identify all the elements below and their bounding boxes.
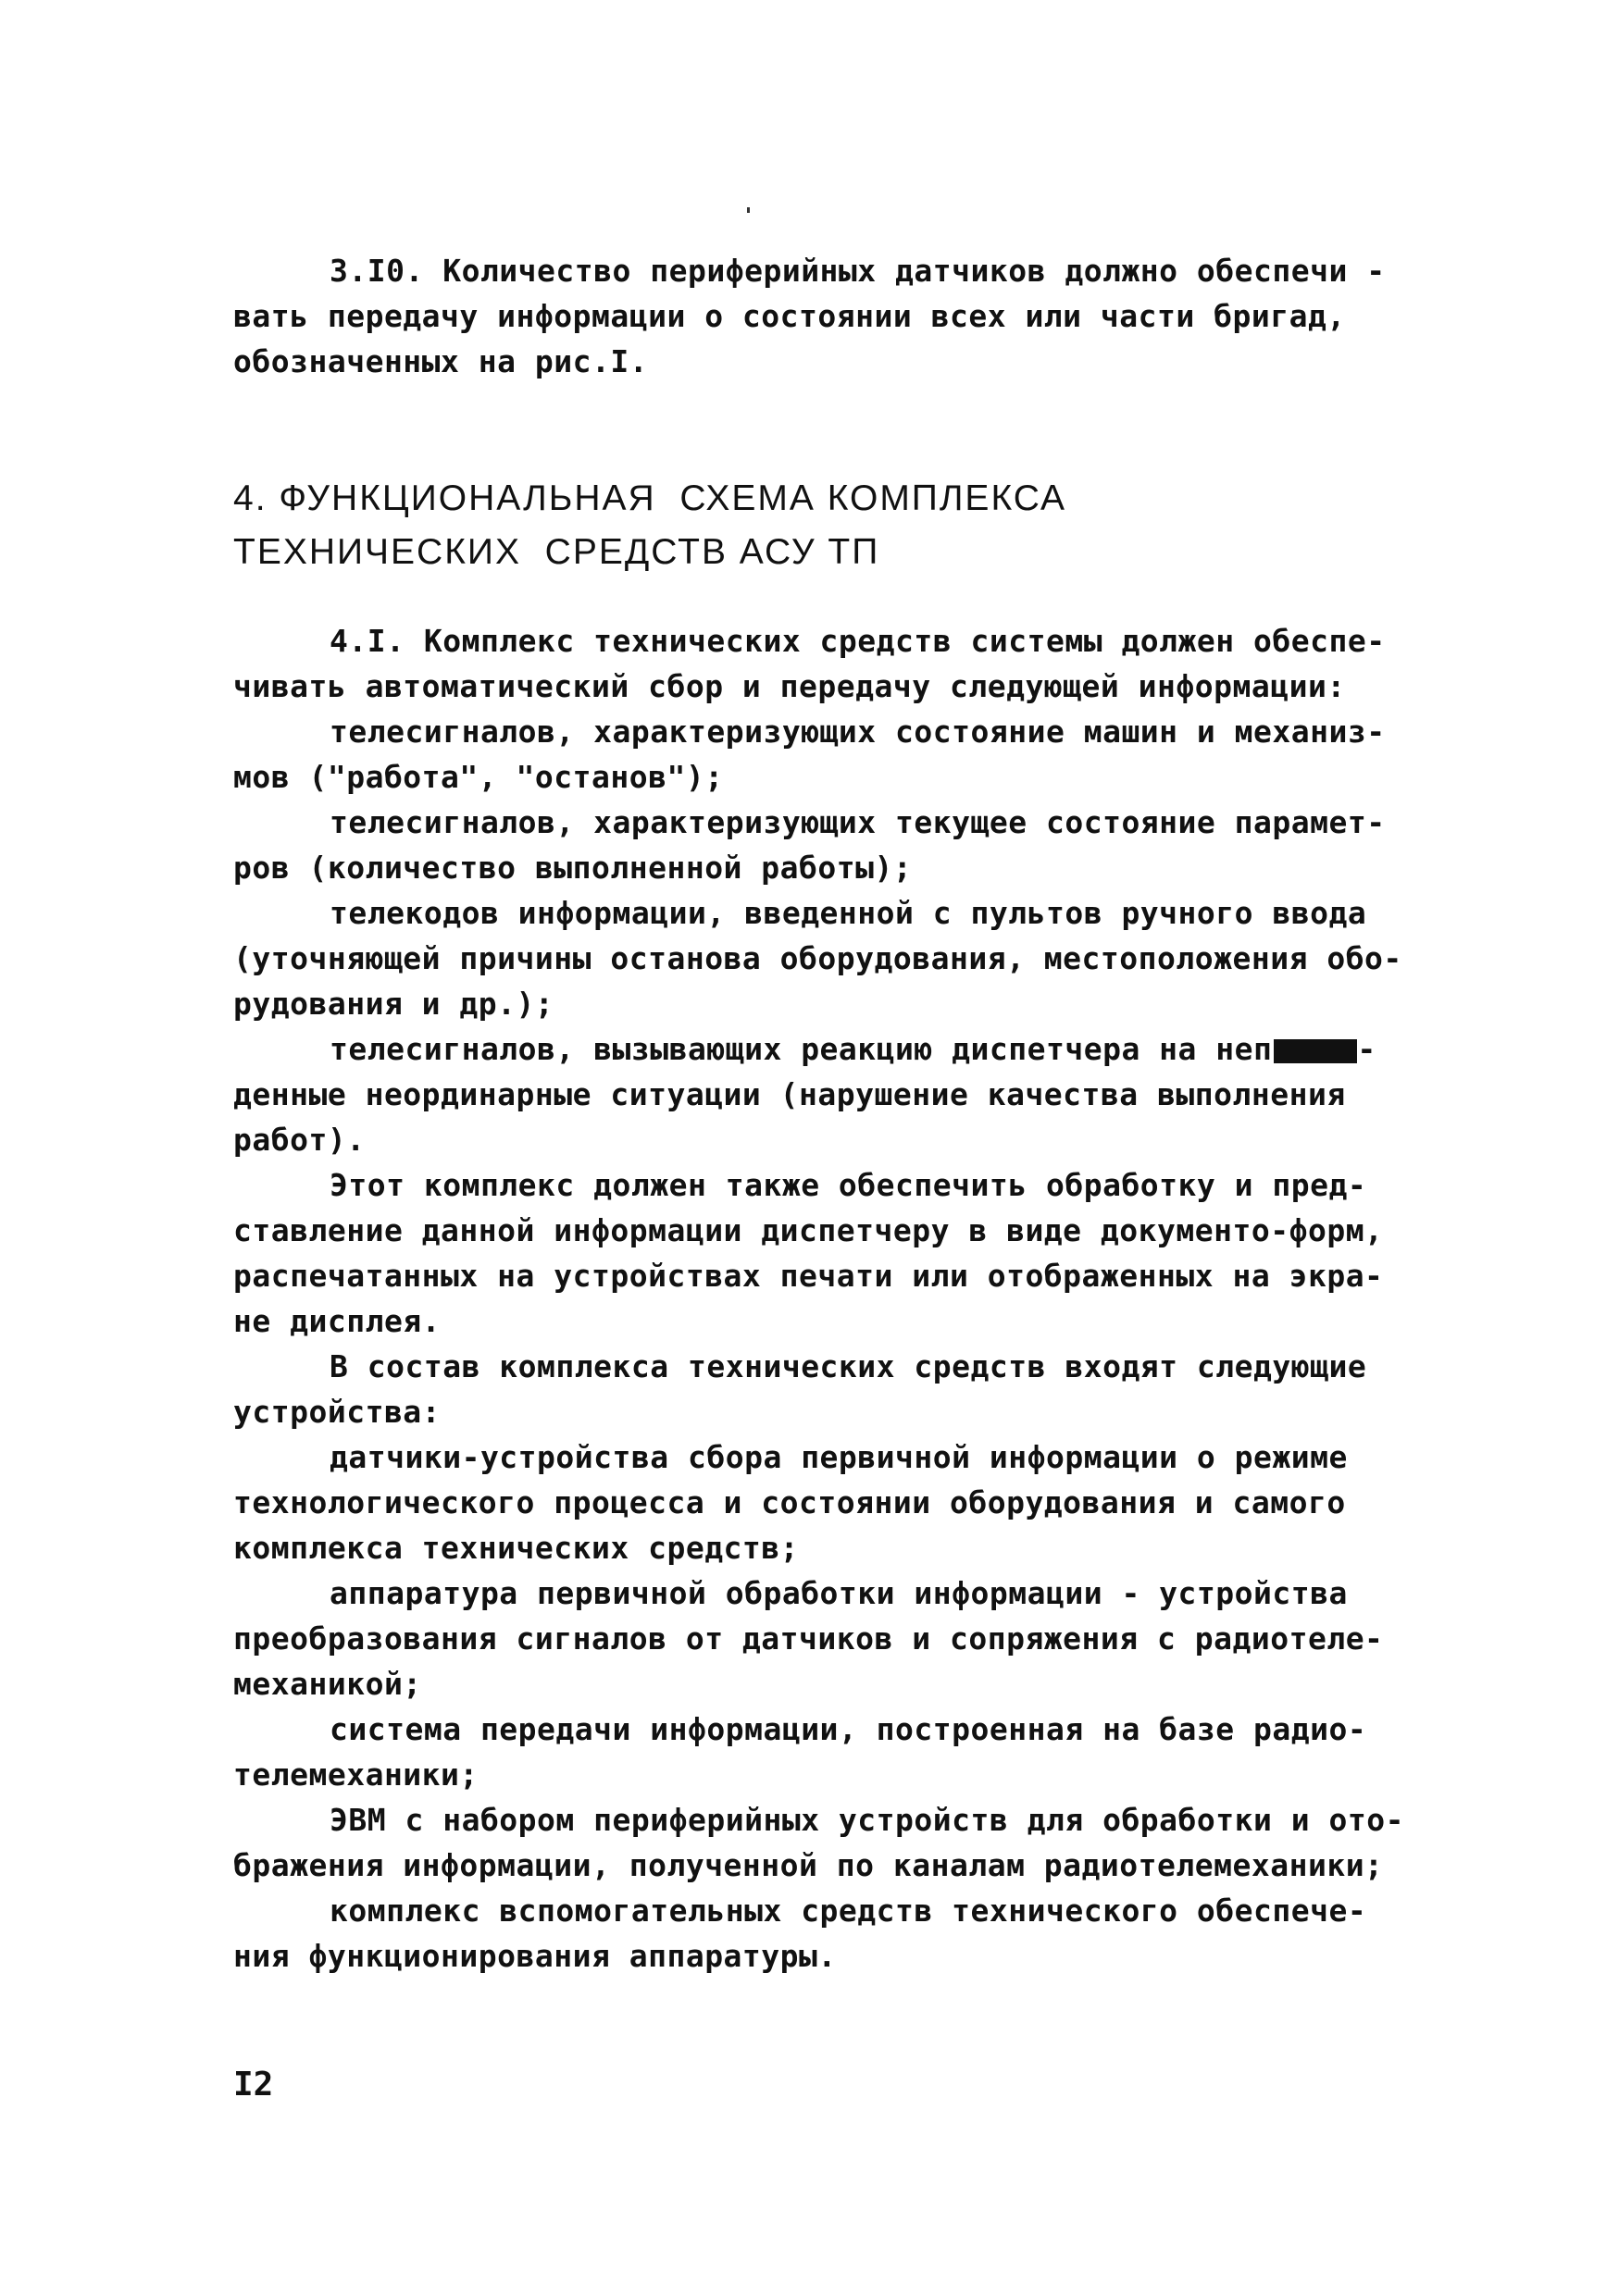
text-line-content: распечатанных на устройствах печати или отображенных на экра- <box>233 1258 1384 1294</box>
text-line-content: комплекс вспомогательных средств технического обеспече- <box>330 1893 1367 1929</box>
text-line-tail: - <box>1357 1031 1376 1067</box>
text-line-content: технологического процесса и состоянии оборудования и самого <box>233 1484 1346 1520</box>
text-line <box>233 1570 1400 1616</box>
text-line-content: механикой; <box>233 1666 422 1702</box>
text-line-content: ров (количество выполненной работы); <box>233 850 913 886</box>
text-line <box>233 1843 1400 1888</box>
text-line-content: телесигналов, характеризующих состояние машин и механиз- <box>330 714 1386 750</box>
heading-line-1: 4. ФУНКЦИОНАЛЬНАЯ СХЕМА КОМПЛЕКСА <box>233 478 1067 518</box>
text-line-content: работ). <box>233 1122 366 1158</box>
text-line <box>233 981 1400 1026</box>
text-line: 3.I0. Количество периферийных датчиков должно обеспечи - <box>330 253 1386 289</box>
text-line <box>233 1117 1400 1162</box>
text-line-content: 4.I. Комплекс технических средств системы должен обеспе- <box>330 623 1386 659</box>
text-line-content: (уточняющей причины останова оборудования, местоположения обо- <box>233 940 1402 976</box>
section-4-body <box>233 618 1404 1979</box>
text-line <box>233 1253 1400 1298</box>
text-line <box>233 800 1400 845</box>
text-line-content: телесигналов, вызывающих реакцию диспетчера на неп <box>330 1031 1273 1067</box>
text-line-content: чивать автоматический сбор и передачу следующей информации: <box>233 668 1346 704</box>
text-line-content: телекодов информации, введенной с пультов ручного ввода <box>330 895 1367 931</box>
text-line-content: рудования и др.); <box>233 986 554 1022</box>
text-line <box>233 1616 1400 1661</box>
text-line <box>233 1298 1400 1344</box>
text-line-content: бражения информации, полученной по каналам радиотелемеханики; <box>233 1847 1384 1883</box>
text-line-content: телесигналов, характеризующих текущее состояние парамет- <box>330 804 1386 840</box>
text-line <box>233 1162 1400 1208</box>
text-line <box>233 936 1400 981</box>
text-line-content: система передачи информации, построенная на базе радио- <box>330 1711 1367 1747</box>
text-line-content: аппаратура первичной обработки информации - устройства <box>330 1575 1348 1611</box>
text-line <box>233 709 1400 754</box>
heading-line-2: ТЕХНИЧЕСКИХ СРЕДСТВ АСУ ТП <box>233 532 880 572</box>
redaction-mark <box>1274 1039 1357 1063</box>
text-line <box>233 1480 1400 1525</box>
section-heading <box>233 472 1066 579</box>
text-line-content: не дисплея. <box>233 1303 442 1339</box>
text-line-content: телемеханики; <box>233 1756 479 1793</box>
text-line-content: ставление данной информации диспетчеру в виде документо-форм, <box>233 1212 1384 1248</box>
text-line <box>233 1752 1400 1797</box>
text-line-content: комплекса технических средств; <box>233 1530 800 1566</box>
scan-speck <box>747 207 750 213</box>
text-line <box>233 1072 1400 1117</box>
text-line-content: мов ("работа", "останов"); <box>233 759 724 795</box>
text-line <box>233 1434 1400 1480</box>
text-line-content: денные неординарные ситуации (нарушение качества выполнения <box>233 1076 1346 1112</box>
paragraph-3-10 <box>233 248 1400 384</box>
text-line <box>233 1208 1400 1253</box>
text-line <box>233 1389 1400 1434</box>
text-line <box>233 664 1400 709</box>
text-line-content: устройства: <box>233 1394 442 1430</box>
text-line <box>233 1933 1400 1979</box>
text-line <box>233 1344 1400 1389</box>
text-line <box>233 1525 1400 1570</box>
text-line <box>233 890 1400 936</box>
text-line-content: датчики-устройства сбора первичной информации о режиме <box>330 1439 1348 1475</box>
text-line: вать передачу информации о состоянии всех или части бригад, <box>233 298 1346 334</box>
text-line-content: преобразования сигналов от датчиков и сопряжения с радиотеле- <box>233 1620 1384 1657</box>
text-line-content: ЭВМ с набором периферийных устройств для обработки и ото- <box>330 1802 1404 1838</box>
text-line <box>233 618 1400 664</box>
text-line-content: ния функционирования аппаратуры. <box>233 1938 837 1974</box>
text-line <box>233 845 1400 890</box>
text-line <box>233 1026 1400 1072</box>
text-line <box>233 1888 1400 1933</box>
text-line <box>233 1706 1400 1752</box>
page-number: I2 <box>233 2066 274 2104</box>
text-line-content: В состав комплекса технических средств входят следующие <box>330 1348 1367 1384</box>
text-line-content: Этот комплекс должен также обеспечить обработку и пред- <box>330 1167 1367 1203</box>
text-line <box>233 1661 1400 1706</box>
text-line: обозначенных на рис.I. <box>233 343 649 379</box>
text-line <box>233 754 1400 800</box>
text-line <box>233 1797 1404 1843</box>
